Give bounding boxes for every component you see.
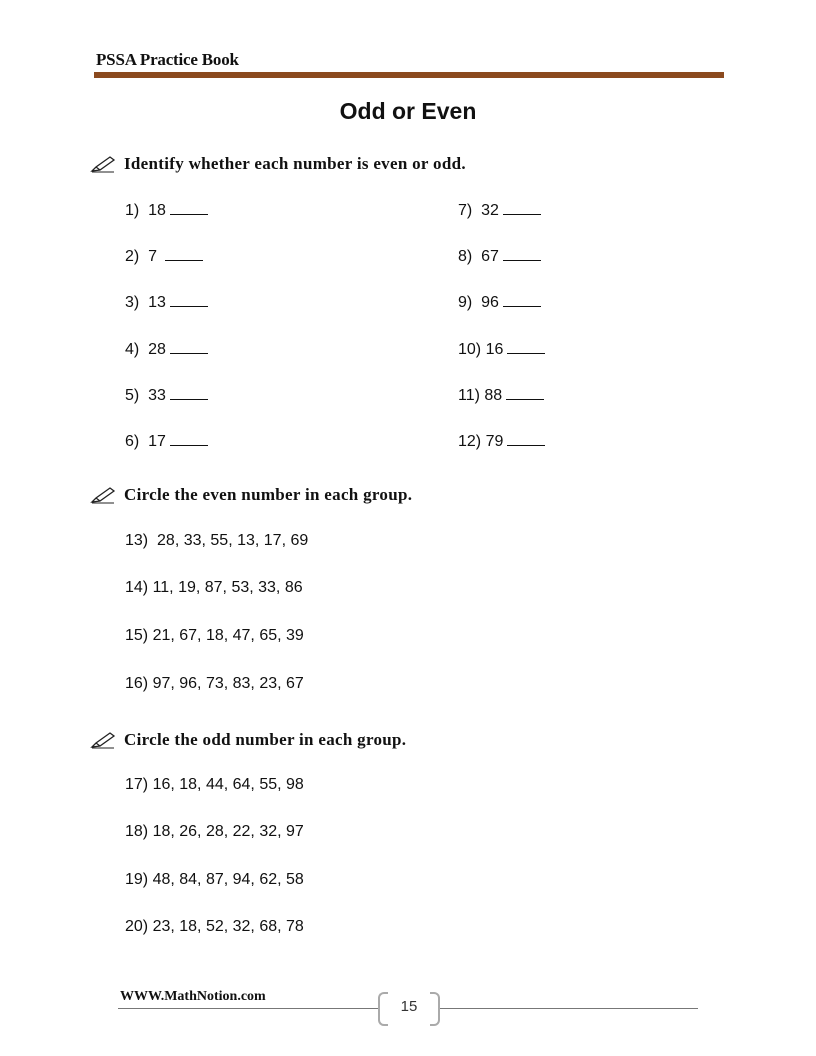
header-rule (94, 72, 724, 78)
header-title: PSSA Practice Book (96, 50, 239, 69)
section-heading-identify (90, 154, 466, 174)
answer-blank[interactable] (506, 385, 544, 400)
question-20: 20) 23, 18, 52, 32, 68, 78 (125, 918, 304, 935)
question-1 (125, 200, 208, 220)
section-heading-even (90, 485, 412, 505)
question-14: 14) 11, 19, 87, 53, 33, 86 (125, 579, 303, 596)
question-16: 16) 97, 96, 73, 83, 23, 67 (125, 675, 304, 692)
section-heading-odd (90, 730, 406, 750)
answer-blank[interactable] (170, 385, 208, 400)
question-text: 3) 13 (125, 294, 166, 311)
question-text: 9) 96 (458, 294, 499, 311)
question-9 (458, 292, 541, 312)
question-5 (125, 385, 208, 405)
page-title: Odd or Even (339, 98, 477, 124)
question-19: 19) 48, 84, 87, 94, 62, 58 (125, 871, 304, 888)
question-2 (125, 246, 203, 266)
answer-blank[interactable] (170, 200, 208, 215)
question-text: 2) 7 (125, 248, 162, 265)
answer-blank[interactable] (170, 292, 208, 307)
pencil-icon (90, 155, 116, 173)
question-6 (125, 431, 208, 451)
question-8 (458, 246, 541, 266)
answer-blank[interactable] (503, 200, 541, 215)
question-text: 5) 33 (125, 387, 166, 404)
page-number: 15 (400, 998, 418, 1015)
answer-blank[interactable] (170, 339, 208, 354)
answer-blank[interactable] (170, 431, 208, 446)
page-number-bracket (430, 992, 440, 1026)
section-heading-text: Circle the even number in each group. (124, 485, 413, 504)
question-10 (458, 339, 545, 359)
footer-site: WWW.MathNotion.com (120, 989, 266, 1004)
question-text: 6) 17 (125, 433, 166, 450)
question-text: 12) 79 (458, 433, 504, 450)
answer-blank[interactable] (507, 431, 545, 446)
footer-rule (118, 1008, 380, 1009)
question-text: 10) 16 (458, 341, 504, 358)
question-12 (458, 431, 545, 451)
question-18: 18) 18, 26, 28, 22, 32, 97 (125, 823, 304, 840)
answer-blank[interactable] (165, 246, 203, 261)
section-heading-text: Circle the odd number in each group. (124, 730, 407, 749)
question-13: 13) 28, 33, 55, 13, 17, 69 (125, 532, 309, 549)
answer-blank[interactable] (503, 292, 541, 307)
question-15: 15) 21, 67, 18, 47, 65, 39 (125, 627, 304, 644)
question-text: 4) 28 (125, 341, 166, 358)
answer-blank[interactable] (503, 246, 541, 261)
section-heading-text: Identify whether each number is even or odd. (124, 154, 466, 173)
answer-blank[interactable] (507, 339, 545, 354)
question-7 (458, 200, 541, 220)
page-number-bracket (378, 992, 388, 1026)
question-text: 8) 67 (458, 248, 499, 265)
question-17: 17) 16, 18, 44, 64, 55, 98 (125, 776, 304, 793)
question-text: 11) 88 (458, 387, 503, 404)
question-4 (125, 339, 208, 359)
footer-rule (438, 1008, 698, 1009)
question-text: 1) 18 (125, 202, 166, 219)
question-3 (125, 292, 208, 312)
question-11 (458, 385, 544, 405)
question-text: 7) 32 (458, 202, 499, 219)
pencil-icon (90, 731, 116, 749)
pencil-icon (90, 486, 116, 504)
